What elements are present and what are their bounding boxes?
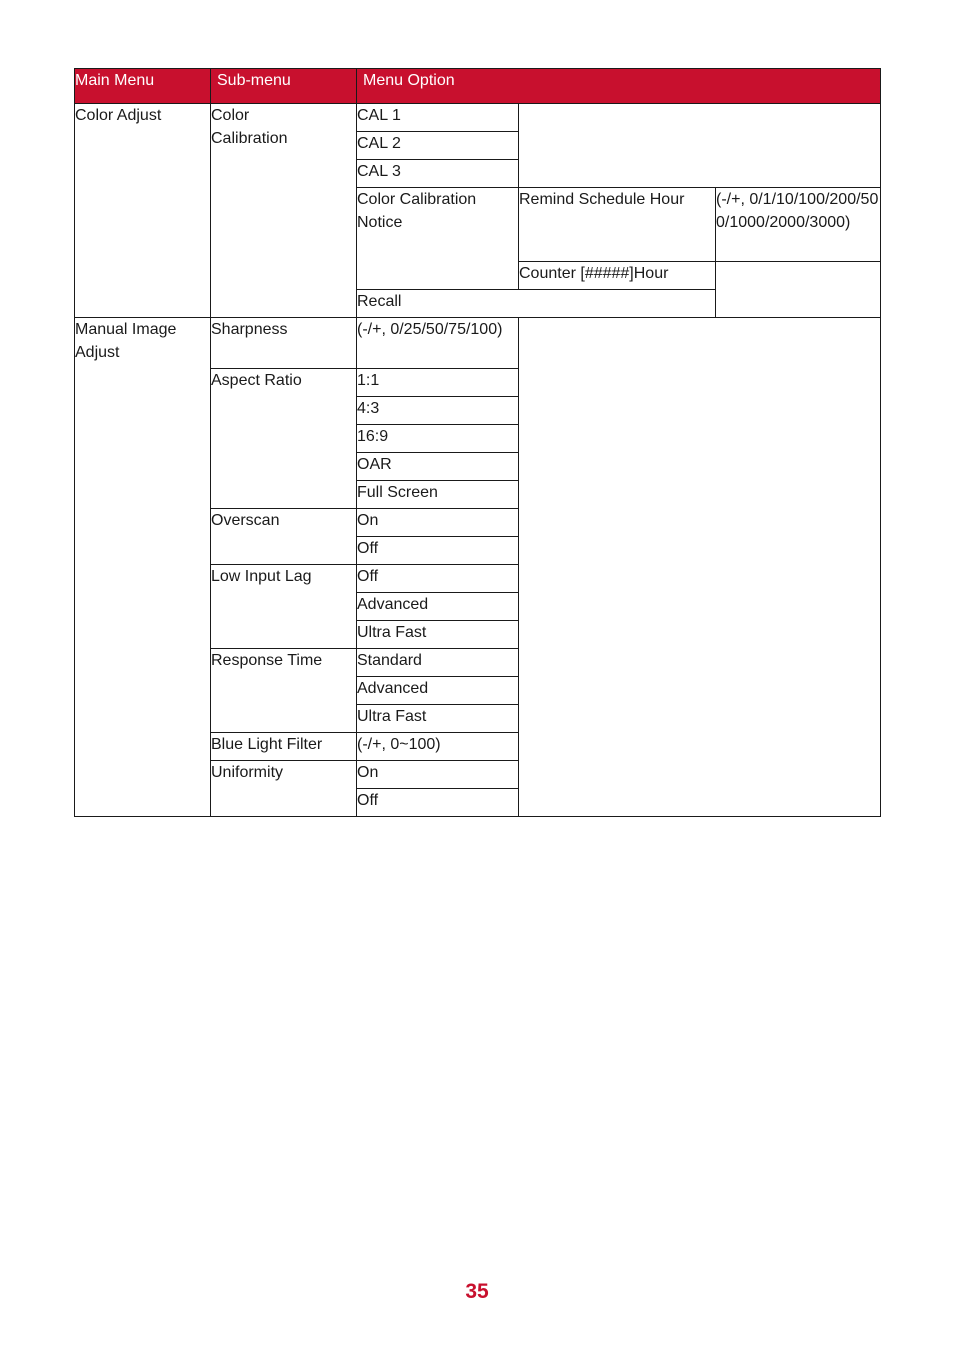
menu-table (74, 68, 881, 817)
option-low-input-lag-off: Off (357, 565, 519, 593)
sub-menu-sharpness: Sharpness (211, 318, 357, 369)
option-response-time-ultra-fast: Ultra Fast (357, 705, 519, 733)
option-cal-3: CAL 3 (357, 160, 519, 188)
option-aspect-full-screen: Full Screen (357, 481, 519, 509)
option-blue-light-filter-value: (-/+, 0~100) (357, 733, 519, 761)
option-aspect-oar: OAR (357, 453, 519, 481)
sub-menu-color-calibration: Color Calibration (211, 104, 357, 318)
main-menu-manual-image-adjust: Manual Image Adjust (75, 318, 211, 817)
header-menu-option: Menu Option (357, 69, 881, 104)
option-low-input-lag-ultra-fast: Ultra Fast (357, 621, 519, 649)
option-remind-schedule-hour: Remind Schedule Hour (519, 188, 716, 262)
header-row (75, 69, 881, 104)
empty-cell (519, 318, 881, 817)
header-main-menu: Main Menu (75, 69, 211, 104)
sub-menu-low-input-lag: Low Input Lag (211, 565, 357, 649)
option-cal-1: CAL 1 (357, 104, 519, 132)
sub-menu-blue-light-filter: Blue Light Filter (211, 733, 357, 761)
option-response-time-advanced: Advanced (357, 677, 519, 705)
option-cal-2: CAL 2 (357, 132, 519, 160)
option-uniformity-off: Off (357, 789, 519, 817)
sub-menu-overscan: Overscan (211, 509, 357, 565)
main-menu-color-adjust: Color Adjust (75, 104, 211, 318)
table-row (75, 104, 881, 132)
sub-menu-aspect-ratio: Aspect Ratio (211, 369, 357, 509)
option-sharpness-value: (-/+, 0/25/50/75/100) (357, 318, 519, 369)
option-low-input-lag-advanced: Advanced (357, 593, 519, 621)
page-number: 35 (465, 1280, 489, 1303)
header-sub-menu: Sub-menu (211, 69, 357, 104)
option-aspect-16-9: 16:9 (357, 425, 519, 453)
empty-cell (519, 104, 881, 188)
option-recall: Recall (357, 290, 716, 318)
sub-menu-uniformity: Uniformity (211, 761, 357, 817)
option-aspect-1-1: 1:1 (357, 369, 519, 397)
option-aspect-4-3: 4:3 (357, 397, 519, 425)
option-response-time-standard: Standard (357, 649, 519, 677)
empty-cell (716, 262, 881, 318)
sub-menu-response-time: Response Time (211, 649, 357, 733)
remind-schedule-values: (-/+, 0/1/10/100/200/500/1000/2000/3000) (716, 188, 881, 262)
option-counter-hour: Counter [#####]Hour (519, 262, 716, 290)
option-color-calibration-notice: Color Calibration Notice (357, 188, 519, 290)
option-uniformity-on: On (357, 761, 519, 789)
option-overscan-on: On (357, 509, 519, 537)
option-overscan-off: Off (357, 537, 519, 565)
table-row (75, 318, 881, 369)
